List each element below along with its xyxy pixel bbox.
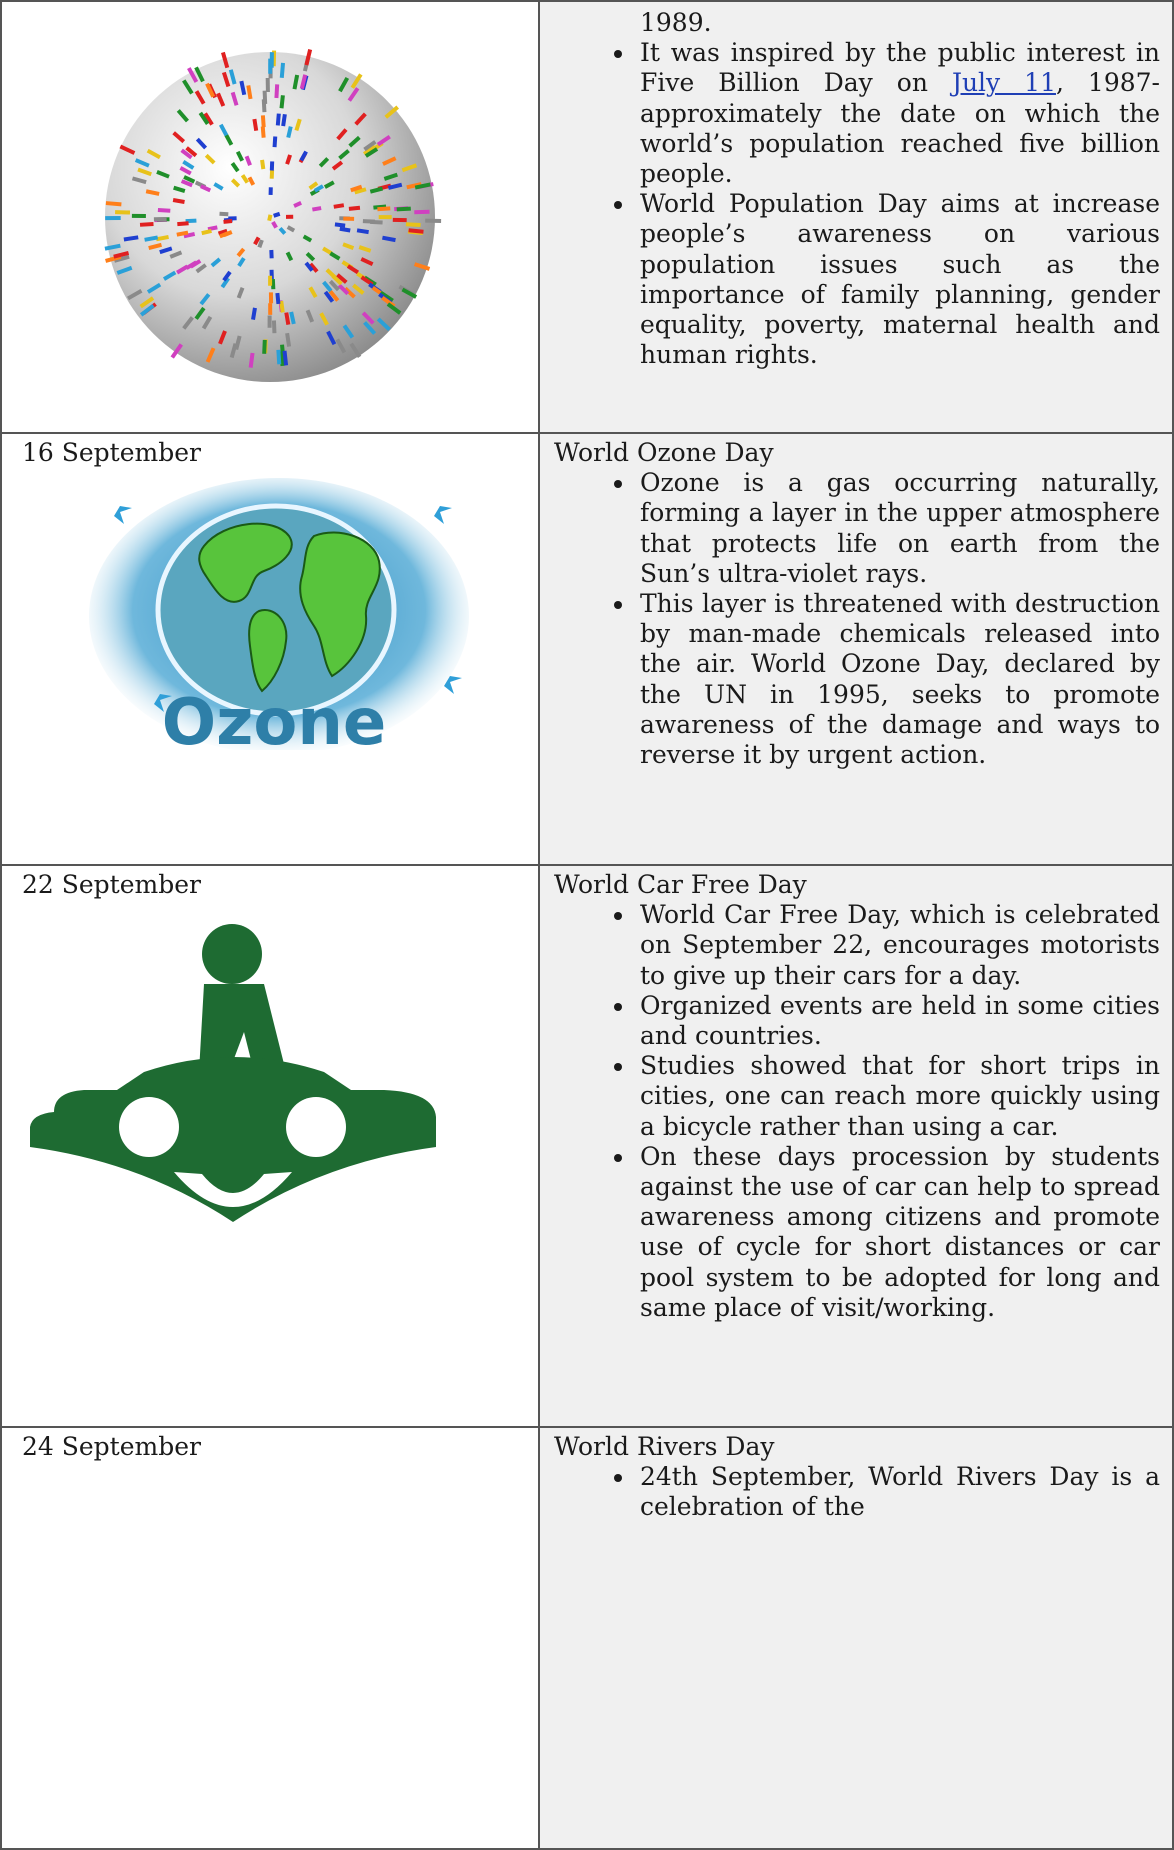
table-row — [1, 865, 1173, 1427]
list-item — [636, 38, 1160, 189]
date-cell — [1, 865, 539, 1427]
bullet-text: , 1987- approximately the date on which the world’s population reached five billion people. — [640, 68, 1160, 189]
butterfly-icon — [434, 506, 452, 524]
person-figure — [274, 84, 279, 98]
rear-wheel-hole — [286, 1097, 346, 1157]
date-cell — [1, 1427, 539, 1849]
person-figure — [268, 315, 272, 327]
description-cell — [539, 433, 1173, 865]
rider-head — [202, 924, 262, 984]
description-cell — [539, 1427, 1173, 1849]
person-figure — [270, 170, 274, 179]
description-cell — [539, 1, 1173, 433]
bike-frame — [114, 1057, 354, 1092]
person-figure — [115, 210, 130, 214]
event-title: World Ozone Day — [554, 438, 774, 467]
bicycle-rider-illustration — [24, 922, 442, 1262]
bullet-list — [540, 1462, 1172, 1522]
person-figure — [270, 161, 274, 170]
list-item: • This layer is threatened with destruction by man-made chemicals released into the air. World Ozone Day, declared by the UN in 1995, seeks to promote awareness of the damage and ways to reverse it by urgent action. — [636, 589, 1160, 770]
person-figure — [370, 220, 383, 225]
image-cell — [1, 1, 539, 433]
person-figure — [140, 222, 154, 227]
list-item: • Ozone is a gas occurring naturally, forming a layer in the upper atmosphere that protects life on earth from the Sun’s ultra-violet rays. — [636, 468, 1160, 589]
person-figure — [158, 208, 171, 213]
front-wheel-hole — [119, 1097, 179, 1157]
bullet-list — [540, 900, 1172, 1323]
ozone-earth-illustration — [74, 476, 480, 750]
person-figure — [262, 340, 267, 354]
person-figure — [268, 303, 272, 315]
person-figure — [261, 115, 266, 127]
continued-text: 1989. — [640, 8, 712, 37]
bullet-text: It was inspired by the public interest in Five Billion Day on — [640, 38, 1160, 98]
event-title: World Rivers Day — [554, 1432, 775, 1461]
car-free-image — [24, 922, 442, 1262]
person-figure — [379, 215, 392, 219]
person-figure — [132, 214, 146, 218]
person-figure — [268, 276, 272, 286]
person-figure — [406, 222, 421, 227]
person-figure — [273, 136, 278, 147]
table-row — [1, 1427, 1173, 1849]
list-item: • World Car Free Day, which is celebrated on September 22, encourages motorists to give up their cars for a day. — [636, 900, 1160, 991]
person-figure — [105, 216, 121, 220]
person-figure — [397, 207, 411, 212]
event-date: 24 September — [22, 1432, 201, 1461]
person-figure — [286, 215, 293, 219]
list-item: • 24th September, World Rivers Day is a celebration of the — [636, 1462, 1160, 1522]
person-figure — [270, 52, 274, 68]
table-row — [1, 433, 1173, 865]
person-figure — [269, 187, 273, 195]
bullet-list — [540, 2, 1172, 370]
population-globe-image — [2, 2, 538, 432]
bullet-list — [540, 468, 1172, 770]
person-figure — [154, 217, 167, 221]
person-figure — [414, 210, 429, 215]
list-item: • On these days procession by students against the use of car can help to spread awareness among citizens and promote use of cycle for short distances or car pool system to be adopted for long and same place of visit/working. — [636, 1142, 1160, 1323]
event-date: 22 September — [22, 870, 201, 899]
july-11-link[interactable]: July 11 — [951, 68, 1056, 98]
person-figure — [219, 212, 228, 217]
person-figure — [263, 91, 268, 104]
list-item: • Studies showed that for short trips in cities, one can reach more quickly using a bicycle rather than using a car. — [636, 1051, 1160, 1142]
person-figure — [343, 217, 354, 221]
butterfly-icon — [114, 506, 132, 524]
person-figure — [272, 320, 276, 333]
list-item: • World Population Day aims at increase people’s awareness on various population issues such as the importance of family planning, gender equality, poverty, maternal health and human rights. — [636, 189, 1160, 370]
ozone-image-label: Ozone — [161, 686, 387, 751]
event-date: 16 September — [22, 438, 201, 467]
person-figure — [425, 219, 441, 223]
table-row — [1, 1, 1173, 433]
population-globe-illustration — [85, 32, 455, 402]
list-item: • Organized events are held in some cities and countries. — [636, 991, 1160, 1051]
event-title: World Car Free Day — [554, 870, 807, 899]
person-figure — [266, 78, 270, 92]
person-figure — [269, 292, 273, 303]
person-figure — [393, 218, 407, 222]
date-cell — [1, 433, 539, 865]
ozone-image — [74, 476, 480, 750]
person-figure — [269, 250, 273, 258]
description-cell — [539, 865, 1173, 1427]
